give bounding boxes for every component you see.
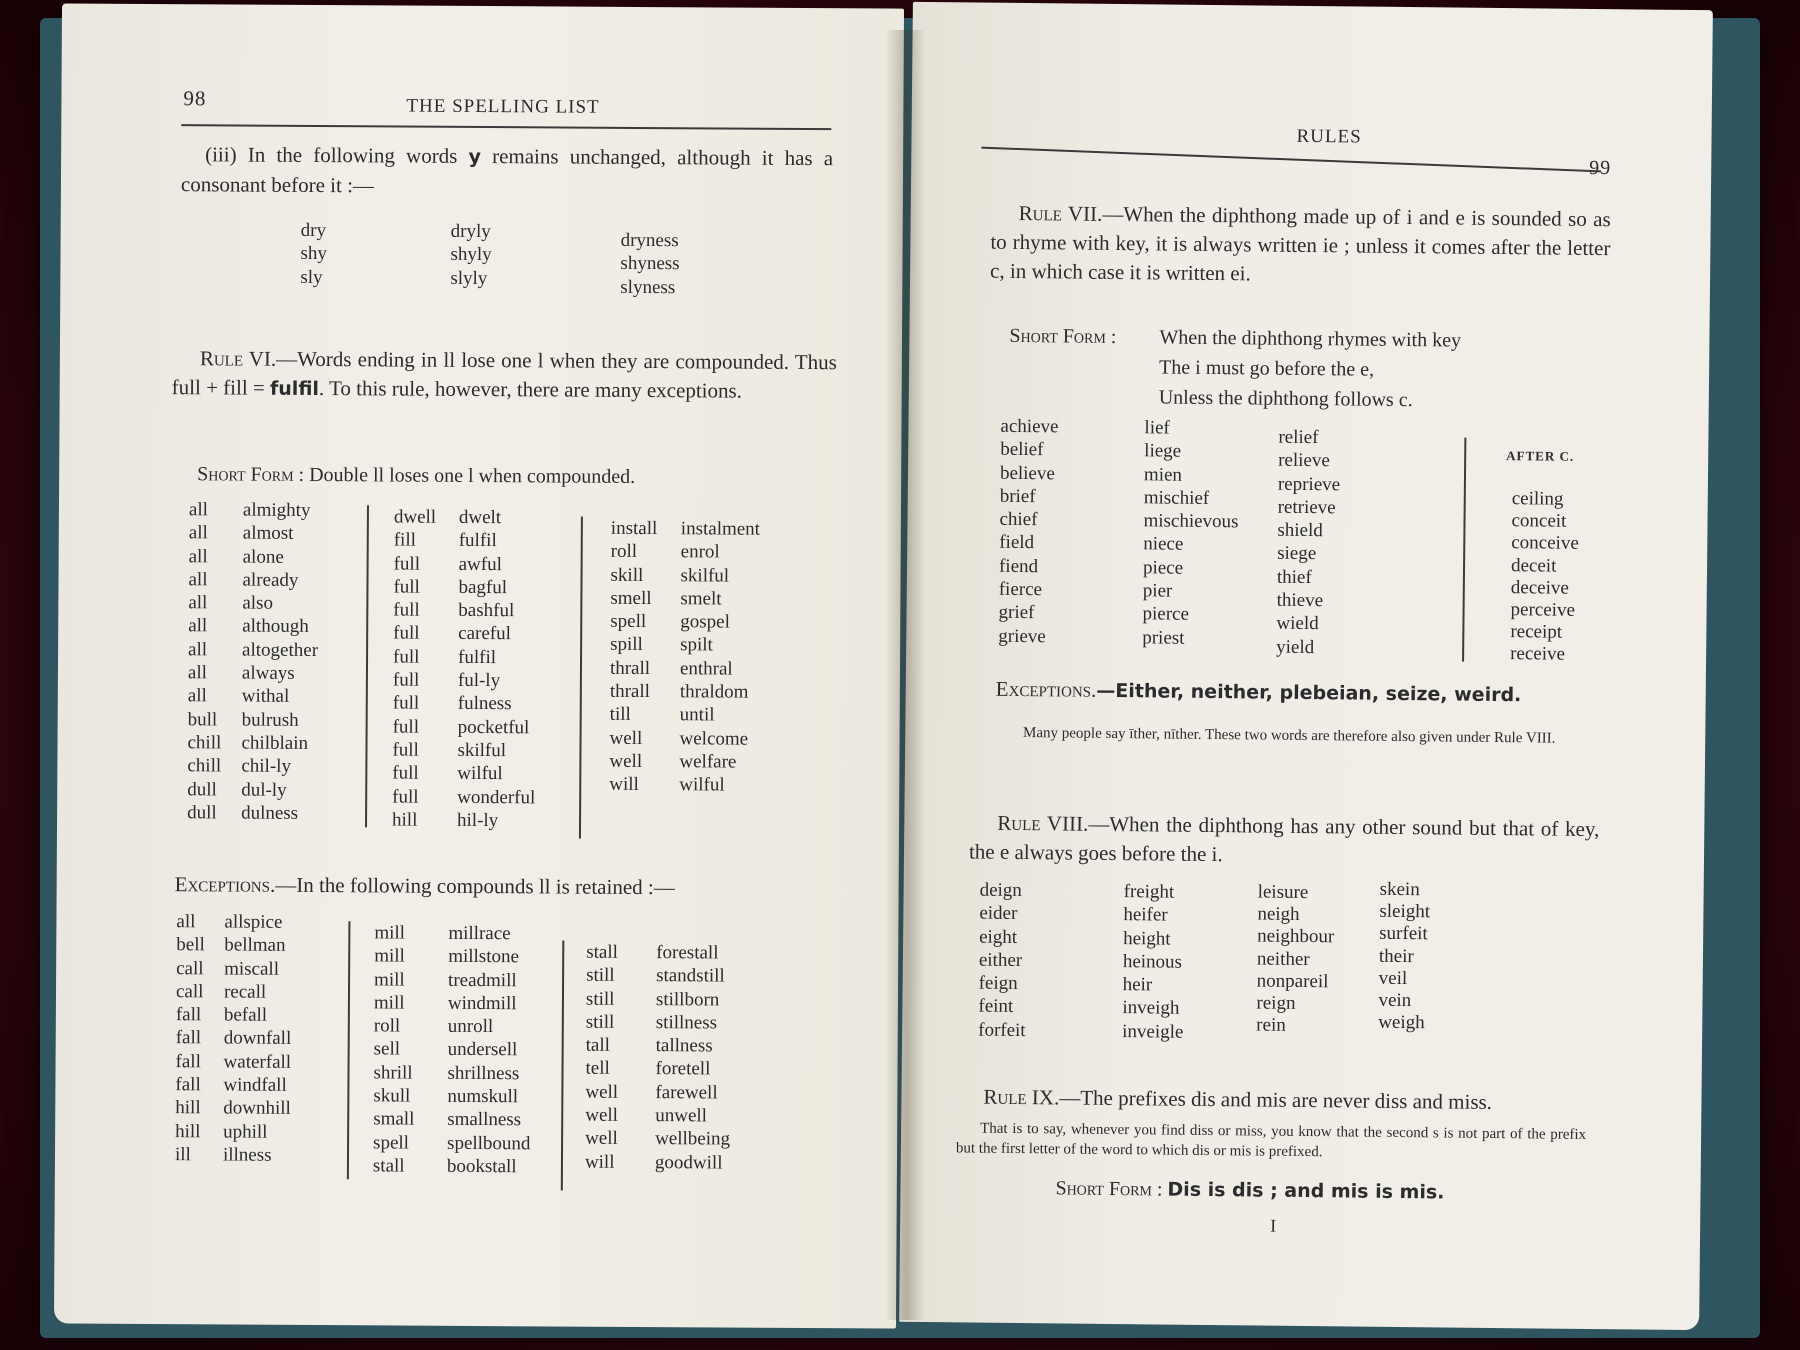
word: shrillness — [447, 1062, 520, 1085]
word: tall — [585, 1034, 611, 1056]
rule-8-text — [969, 808, 1600, 873]
word: goodwill — [654, 1151, 723, 1174]
exceptions-text: —In the following compounds ll is retained :— — [275, 872, 675, 900]
column-divider — [579, 517, 583, 839]
word: still — [586, 964, 615, 987]
word: deceit — [1510, 554, 1557, 577]
word-column — [373, 921, 416, 1178]
word: full — [393, 553, 421, 575]
word: call — [176, 957, 204, 979]
word: eight — [979, 926, 1018, 948]
word: install — [610, 517, 658, 540]
word: dulness — [241, 802, 299, 824]
word: millstone — [448, 946, 520, 968]
word: thieve — [1276, 589, 1324, 612]
exceptions-title: Exceptions. — [995, 676, 1097, 702]
word: wilful — [457, 763, 503, 785]
word: thraldom — [679, 681, 749, 703]
word: miscall — [224, 958, 280, 980]
word: wonderful — [457, 786, 536, 808]
word: skull — [373, 1085, 411, 1107]
word: well — [585, 1081, 619, 1103]
word: bellman — [224, 934, 286, 957]
word: relieve — [1278, 449, 1330, 472]
word: instalment — [680, 518, 761, 540]
word: field — [999, 532, 1035, 554]
word-column — [241, 499, 319, 826]
word: still — [585, 1011, 615, 1033]
word: mischief — [1143, 487, 1210, 509]
word: sell — [373, 1038, 401, 1061]
word-column — [1378, 879, 1430, 1035]
rule-8-body: —When the diphthong has any other sound but that of key, the e always goes before the i. — [968, 811, 1600, 867]
word: sleight — [1379, 900, 1431, 923]
rule-6-title: Rule VI. — [199, 346, 277, 371]
word: weigh — [1378, 1011, 1425, 1034]
word: bashful — [458, 600, 515, 622]
word: ceiling — [1511, 488, 1564, 510]
word-column — [655, 941, 731, 1174]
rule-6-text — [172, 344, 837, 407]
column-divider — [365, 505, 369, 827]
word: pier — [1142, 580, 1173, 602]
word: siege — [1277, 543, 1317, 565]
rule-7-short-form-label: Short Form : — [1009, 324, 1117, 348]
word: wellbeing — [655, 1128, 731, 1150]
word: enthral — [679, 658, 733, 680]
word: downfall — [223, 1027, 292, 1050]
word: always — [241, 662, 295, 684]
word: windmill — [447, 992, 517, 1015]
word: conceit — [1511, 510, 1567, 532]
word: surfeit — [1379, 923, 1428, 945]
word: chill — [187, 755, 222, 777]
word: perceive — [1510, 599, 1576, 621]
word: belief — [1000, 439, 1044, 461]
word: tallness — [655, 1035, 713, 1057]
word: skilful — [457, 739, 507, 762]
word: tell — [585, 1058, 610, 1080]
word: inveigh — [1122, 997, 1180, 1020]
word: dwelt — [458, 506, 502, 529]
section-iii-before: (iii) In the following words — [205, 142, 469, 168]
word: millrace — [448, 922, 511, 945]
rule-7-body: —When the diphthong made up of i and e is sounded so as to rhyme with key, it is always written ie ; unless it comes after the letter c, in which case it is written ei. — [989, 201, 1611, 286]
word: chil-ly — [241, 755, 292, 778]
word: dry — [300, 219, 327, 242]
word: feign — [978, 972, 1018, 995]
word: spill — [610, 634, 643, 656]
y-words-col2 — [450, 220, 492, 290]
short-form-line: Unless the diphthong follows c. — [1158, 386, 1413, 412]
word: full — [392, 692, 420, 715]
word: mien — [1143, 463, 1183, 486]
page-number-left: 98 — [183, 86, 207, 111]
word: fiend — [998, 555, 1039, 577]
word: wilful — [679, 774, 725, 796]
word: piece — [1142, 557, 1184, 579]
word: leisure — [1257, 881, 1309, 904]
word: full — [392, 762, 419, 784]
word: retrieve — [1277, 496, 1336, 519]
word: pocketful — [457, 716, 530, 738]
word: yield — [1276, 636, 1315, 658]
word: all — [188, 545, 208, 567]
word: hill — [391, 809, 418, 831]
word: welfare — [679, 751, 737, 773]
word: forfeit — [978, 1019, 1026, 1041]
word: hil-ly — [456, 809, 499, 831]
short-form-line: When the diphthong rhymes with key — [1159, 326, 1462, 352]
y-words-col1 — [300, 219, 327, 289]
word: uphill — [223, 1121, 268, 1143]
rule-8-title: Rule VIII. — [997, 810, 1089, 836]
word-column — [1256, 882, 1335, 1038]
word: thief — [1276, 566, 1312, 588]
rule-7-note: Many people say īther, nīther. These two words are therefore also given under Rule VIII. — [1022, 725, 1556, 747]
word: slyness — [620, 276, 676, 298]
left-page — [54, 3, 904, 1328]
word: all — [188, 522, 208, 544]
word: believe — [999, 462, 1055, 484]
word: well — [585, 1104, 619, 1126]
rule-6-short-form — [197, 459, 635, 492]
word: ill — [174, 1144, 191, 1166]
section-iii-text — [181, 140, 833, 203]
word: although — [242, 616, 309, 638]
word: stillborn — [655, 988, 720, 1011]
word: unroll — [447, 1016, 494, 1038]
word: mill — [374, 922, 406, 944]
word: all — [187, 685, 207, 707]
word: eider — [979, 902, 1018, 925]
word: dwell — [393, 506, 437, 528]
word: deign — [979, 879, 1022, 902]
short-form-text: Double ll loses one l when compounded. — [309, 463, 636, 488]
word: fall — [175, 1004, 202, 1026]
word: chief — [999, 508, 1038, 531]
word: all — [188, 615, 208, 637]
word: vein — [1378, 989, 1412, 1012]
word-column — [447, 922, 532, 1179]
word: neigh — [1257, 903, 1300, 926]
word: chill — [187, 732, 222, 754]
word: mischievous — [1143, 510, 1239, 533]
word: full — [392, 646, 420, 668]
word: full — [392, 669, 420, 691]
rule-9-text — [983, 1083, 1603, 1118]
column-divider — [347, 921, 351, 1179]
word: gospel — [680, 611, 730, 633]
short-form-text: Dis is dis ; and mis is mis. — [1167, 1178, 1445, 1204]
word-column — [223, 910, 292, 1167]
head-rule-right — [981, 147, 1601, 173]
word-column — [1122, 880, 1185, 1044]
word: reign — [1256, 992, 1296, 1014]
word: all — [188, 499, 209, 521]
word: treadmill — [448, 969, 517, 991]
word-column — [175, 910, 205, 1166]
word: dull — [187, 778, 217, 800]
running-head-left: THE SPELLING LIST — [406, 95, 600, 118]
word-column — [998, 415, 1058, 649]
word: foretell — [655, 1058, 711, 1080]
word: pierce — [1142, 603, 1190, 626]
word: grieve — [998, 625, 1046, 647]
word: heifer — [1123, 904, 1168, 926]
word: full — [393, 576, 420, 598]
word: careful — [458, 623, 511, 645]
word: smelt — [680, 588, 722, 610]
rule-9-short-form — [1055, 1173, 1444, 1207]
word: farewell — [655, 1081, 718, 1104]
word: unwell — [655, 1105, 708, 1127]
word: spell — [373, 1132, 410, 1154]
word: almost — [242, 522, 294, 545]
word-column — [679, 517, 760, 797]
column-divider — [561, 941, 565, 1191]
word: skein — [1379, 878, 1420, 901]
word: roll — [610, 541, 638, 563]
word: brief — [999, 485, 1036, 508]
word: bagful — [458, 576, 508, 599]
word: fall — [175, 1074, 201, 1096]
word: allspice — [224, 911, 283, 933]
section-iii-after: remains unchanged, although it has a consonant before it :— — [180, 144, 834, 198]
word: fill — [393, 529, 417, 551]
word-column — [457, 506, 537, 833]
word: small — [373, 1108, 415, 1130]
word: shy — [300, 243, 327, 265]
word: thrall — [609, 680, 651, 703]
word: until — [679, 704, 715, 726]
word: lief — [1144, 417, 1170, 439]
word: veil — [1378, 967, 1408, 989]
word: well — [609, 750, 643, 772]
word: waterfall — [223, 1051, 292, 1073]
word: mill — [373, 992, 405, 1014]
rule-6-bold: fulfil — [269, 377, 320, 401]
rule-6-body-a: —Words ending in ll lose one l when they are compounded. Thus full + fill = — [171, 346, 837, 400]
word: shyness — [620, 253, 680, 275]
word: wield — [1276, 613, 1319, 635]
rule-7-short-form-lines — [1159, 322, 1462, 415]
word: bull — [187, 708, 218, 731]
word: well — [609, 727, 643, 749]
word: full — [392, 716, 420, 738]
word: dull — [187, 802, 217, 824]
word: skilful — [680, 564, 730, 587]
word: also — [242, 592, 274, 614]
word: liege — [1144, 440, 1182, 462]
exceptions-heading — [175, 870, 835, 903]
word: all — [188, 569, 208, 591]
word: priest — [1142, 626, 1185, 649]
word: grief — [998, 602, 1035, 624]
word: slyly — [450, 267, 488, 289]
right-page — [899, 2, 1713, 1330]
word: will — [584, 1151, 615, 1173]
word: recall — [223, 981, 267, 1003]
word: height — [1123, 927, 1171, 950]
word: till — [609, 704, 631, 726]
word-column — [1510, 488, 1579, 666]
word-column — [1276, 426, 1341, 660]
word: stall — [586, 941, 618, 963]
word: withal — [241, 685, 290, 708]
rule-9-note: That is to say, whenever you find diss or miss, you know that the second s is not part of the prefix but the first letter of the word to which dis or mis is prefixed. — [955, 1120, 1587, 1161]
word-column — [978, 879, 1027, 1043]
word: thrall — [609, 657, 651, 679]
rule-9-title: Rule IX. — [983, 1084, 1060, 1110]
word: roll — [373, 1015, 401, 1037]
word: spellbound — [447, 1132, 531, 1154]
word: alone — [242, 546, 284, 568]
word: bell — [176, 934, 205, 956]
word: fulfil — [458, 530, 497, 552]
word: full — [393, 622, 420, 645]
signature-mark: I — [1270, 1215, 1278, 1236]
word: mill — [374, 945, 405, 967]
word: altogether — [242, 639, 319, 661]
word: stillness — [655, 1011, 718, 1034]
word: hill — [175, 1097, 201, 1119]
word: receive — [1510, 643, 1566, 666]
rule-7-exceptions — [996, 675, 1616, 711]
after-c-label: AFTER C. — [1506, 448, 1575, 464]
word: fulfil — [457, 646, 497, 668]
word: illness — [222, 1144, 272, 1166]
word-column — [1142, 416, 1239, 650]
word: smallness — [447, 1109, 522, 1131]
word: all — [188, 639, 208, 661]
word: undersell — [447, 1039, 518, 1061]
rule-9-body: —The prefixes dis and mis are never diss and miss. — [1059, 1085, 1493, 1114]
exceptions-words: —Either, neither, plebeian, seize, weird. — [1096, 679, 1522, 707]
column-divider — [1462, 438, 1466, 662]
word: skill — [610, 564, 644, 586]
word: full — [392, 786, 419, 808]
word: neither — [1256, 948, 1310, 970]
word: standstill — [656, 965, 725, 987]
word: freight — [1123, 881, 1175, 903]
word: full — [393, 599, 420, 621]
word: bulrush — [241, 709, 299, 731]
word: receipt — [1510, 621, 1563, 643]
word: shyly — [450, 244, 492, 266]
word: dryness — [620, 229, 679, 252]
word: numskull — [447, 1085, 519, 1108]
word: their — [1378, 945, 1414, 967]
word: relief — [1278, 426, 1319, 449]
word: reprieve — [1277, 473, 1341, 495]
section-iii-letter: y — [468, 145, 482, 169]
word: all — [188, 592, 208, 614]
word: bookstall — [446, 1155, 517, 1178]
word-column — [585, 941, 619, 1174]
word: enrol — [680, 541, 720, 563]
word: neighbour — [1257, 925, 1335, 948]
word: conceive — [1511, 532, 1579, 555]
word-column — [609, 517, 657, 797]
word: stall — [372, 1155, 405, 1177]
short-form-line: The i must go before the e, — [1159, 356, 1375, 381]
short-form-label: Short Form : — [1055, 1177, 1163, 1201]
rule-6-body-b: . To this rule, however, there are many exceptions. — [318, 376, 743, 403]
exceptions-title: Exceptions. — [174, 872, 276, 897]
word: achieve — [1000, 415, 1059, 438]
word: call — [175, 981, 204, 1003]
word: awful — [458, 553, 502, 575]
word: already — [242, 569, 299, 591]
rule-7-title: Rule VII. — [1018, 200, 1103, 226]
word: mill — [374, 968, 405, 991]
word: heir — [1122, 974, 1153, 996]
word: nonpareil — [1256, 970, 1329, 993]
word: shield — [1277, 519, 1323, 542]
word: full — [392, 739, 419, 761]
word: downhill — [223, 1097, 291, 1120]
word: well — [585, 1128, 618, 1150]
word: befall — [223, 1004, 268, 1026]
word: almighty — [242, 499, 311, 521]
page-number-right: 99 — [1589, 156, 1612, 180]
word: spilt — [680, 634, 713, 656]
word: rein — [1256, 1014, 1286, 1037]
rule-7-text — [990, 199, 1611, 292]
word: fierce — [998, 578, 1043, 601]
word: inveigle — [1122, 1020, 1184, 1043]
word: deceive — [1510, 576, 1569, 599]
word: feint — [978, 996, 1014, 1018]
word: shrill — [373, 1062, 413, 1084]
head-rule-left — [181, 124, 831, 130]
word: sly — [300, 266, 323, 288]
word-column — [187, 498, 223, 824]
word: all — [176, 911, 196, 933]
short-form-label: Short Form : — [197, 463, 305, 486]
word: ful-ly — [457, 669, 501, 692]
word: will — [609, 774, 639, 796]
running-head-right: RULES — [1296, 125, 1362, 148]
word: still — [585, 988, 615, 1010]
word: all — [187, 662, 208, 684]
word: fulness — [457, 693, 512, 715]
word: dul-ly — [241, 779, 287, 801]
word: dryly — [450, 220, 491, 243]
word: chilblain — [241, 732, 309, 754]
word: hill — [175, 1120, 201, 1142]
word: windfall — [223, 1074, 287, 1096]
word: welcome — [679, 727, 749, 750]
y-words-col3 — [620, 229, 680, 299]
word: fall — [175, 1027, 202, 1049]
word: fall — [175, 1050, 201, 1073]
word: either — [978, 949, 1023, 971]
word: niece — [1143, 533, 1184, 556]
word: heinous — [1122, 950, 1183, 973]
word-column — [392, 505, 436, 831]
word: forestall — [656, 942, 719, 964]
word: spell — [610, 610, 647, 633]
word: smell — [610, 587, 652, 609]
